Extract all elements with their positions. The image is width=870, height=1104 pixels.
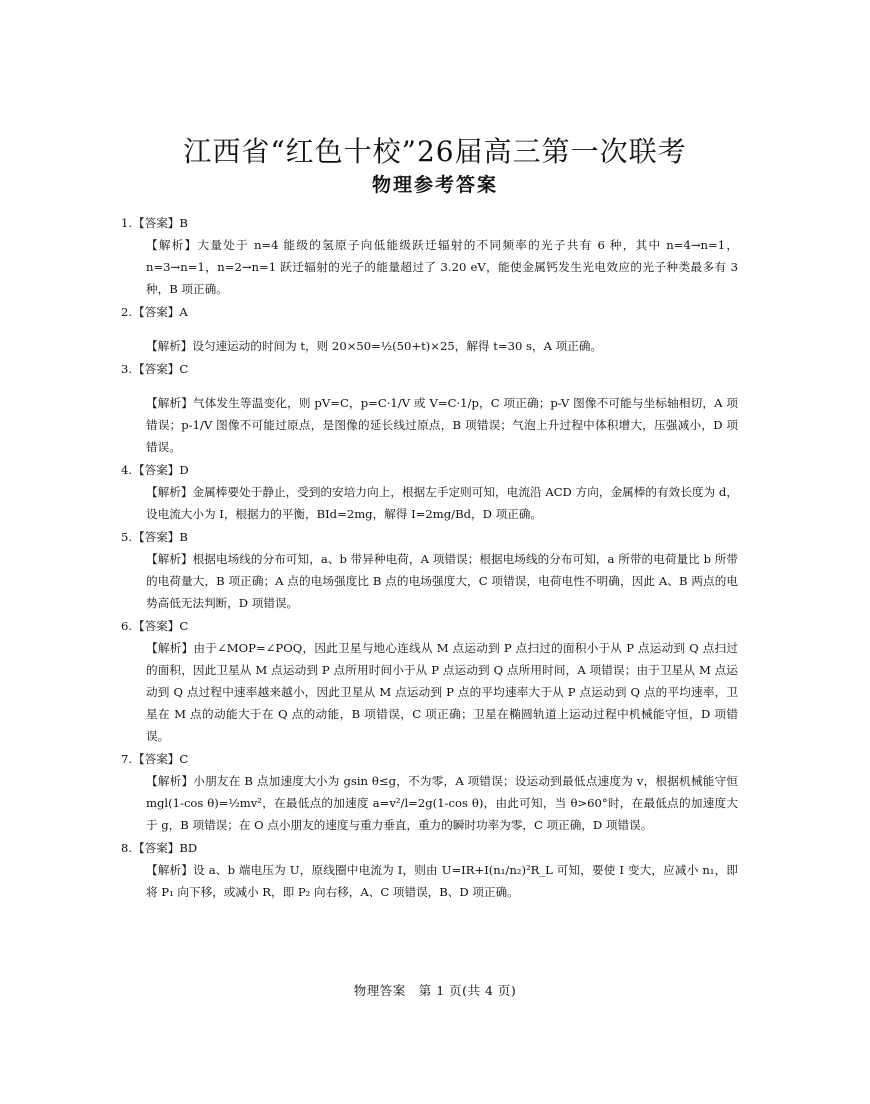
question-item [120, 837, 738, 903]
question-item [120, 748, 738, 836]
question-number: 8. [120, 841, 132, 855]
answers-list [120, 212, 738, 904]
answer-label: 【答案】C [133, 752, 189, 766]
question-number: 1. [120, 216, 132, 230]
answer-label: 【答案】C [133, 619, 189, 633]
question-number: 4. [120, 463, 132, 477]
question-item [120, 358, 738, 458]
question-item [120, 459, 738, 525]
answer-label: 【答案】C [133, 362, 189, 376]
answer-label: 【答案】A [133, 305, 188, 319]
question-item [120, 301, 738, 357]
answer-label: 【答案】D [133, 463, 189, 477]
explanation-text: 【解析】根据电场线的分布可知，a、b 带异种电荷，A 项错误；根据电场线的分布可知，a 所带的电荷量比 b 所带的电荷量大，B 项正确；A 点的电场强度比 B 点的电场强度大，C 项错误，电荷电性不明确，因此 A、B 两点的电势高低无法判断，D 项错误。 [146, 552, 738, 610]
answer-label: 【答案】B [133, 216, 188, 230]
explanation-text: 【解析】由于∠MOP=∠POQ，因此卫星与地心连线从 M 点运动到 P 点扫过的面积小于从 P 点运动到 Q 点扫过的面积，因此卫星从 M 点运动到 P 点所用时间小于从 P 点运动到 Q 点所用时间，A 项错误；由于卫星从 M 点运动到 Q 点过程中速率越来越小，因此卫星从 M 点运动到 P 点的平均速率大于从 P 点运动到 Q 点的平均速率，卫星在 M 点的动能大于在 Q 点的动能，B 项错误，C 项正确；卫星在椭圆轨道上运动过程中机械能守恒，D 项错误。 [146, 641, 738, 743]
question-number: 7. [120, 752, 132, 766]
question-item [120, 212, 738, 300]
answer-label: 【答案】BD [133, 841, 198, 855]
page-title: 江西省“红色十校”26届高三第一次联考 [183, 135, 687, 168]
page-footer: 物理答案 第 1 页(共 4 页) [353, 983, 517, 998]
question-number: 6. [120, 619, 132, 633]
explanation-text: 【解析】小朋友在 B 点加速度大小为 gsin θ≤g，不为零，A 项错误；设运动到最低点速度为 v，根据机械能守恒 mgl(1-cos θ)=½mv²，在最低点的加速度 a=v²/l=2g(1-cos θ)，由此可知，当 θ>60°时，在最低点的加速度大于 g，B 项错误；在 O 点小朋友的速度与重力垂直，重力的瞬时功率为零，C 项正确，D 项错误。 [146, 774, 738, 832]
explanation-text: 【解析】金属棒要处于静止，受到的安培力向上，根据左手定则可知，电流沿 ACD 方向，金属棒的有效长度为 d，设电流大小为 I，根据力的平衡，BId=2mg，解得 I=2mg/Bd，D 项正确。 [146, 485, 738, 521]
explanation-text: 【解析】设匀速运动的时间为 t，则 20×50=½(50+t)×25，解得 t=30 s，A 项正确。 [146, 339, 603, 353]
question-number: 3. [120, 362, 132, 376]
page-subtitle: 物理参考答案 [371, 174, 498, 196]
explanation-text: 【解析】气体发生等温变化，则 pV=C，p=C·1/V 或 V=C·1/p，C 项正确；p-V 图像不可能与坐标轴相切，A 项错误；p-1/V 图像不可能过原点，是图像的延长线过原点，B 项错误；气泡上升过程中体积增大，压强减小，D 项错误。 [146, 396, 738, 454]
explanation-text: 【解析】大量处于 n=4 能级的氢原子向低能级跃迁辐射的不同频率的光子共有 6 种，其中 n=4→n=1，n=3→n=1，n=2→n=1 跃迁辐射的光子的能量超过了 3.20 eV，能使金属钙发生光电效应的光子种类最多有 3 种，B 项正确。 [146, 238, 738, 296]
explanation-text: 【解析】设 a、b 端电压为 U，原线圈中电流为 I，则由 U=IR+I(n₁/n₂)²R_L 可知，要使 I 变大，应减小 n₁，即将 P₁ 向下移，或减小 R，即 P₂ 向右移，A、C 项错误，B、D 项正确。 [146, 863, 738, 899]
answer-label: 【答案】B [133, 530, 188, 544]
question-number: 2. [120, 305, 132, 319]
question-item [120, 615, 738, 747]
question-number: 5. [120, 530, 132, 544]
question-item [120, 526, 738, 614]
